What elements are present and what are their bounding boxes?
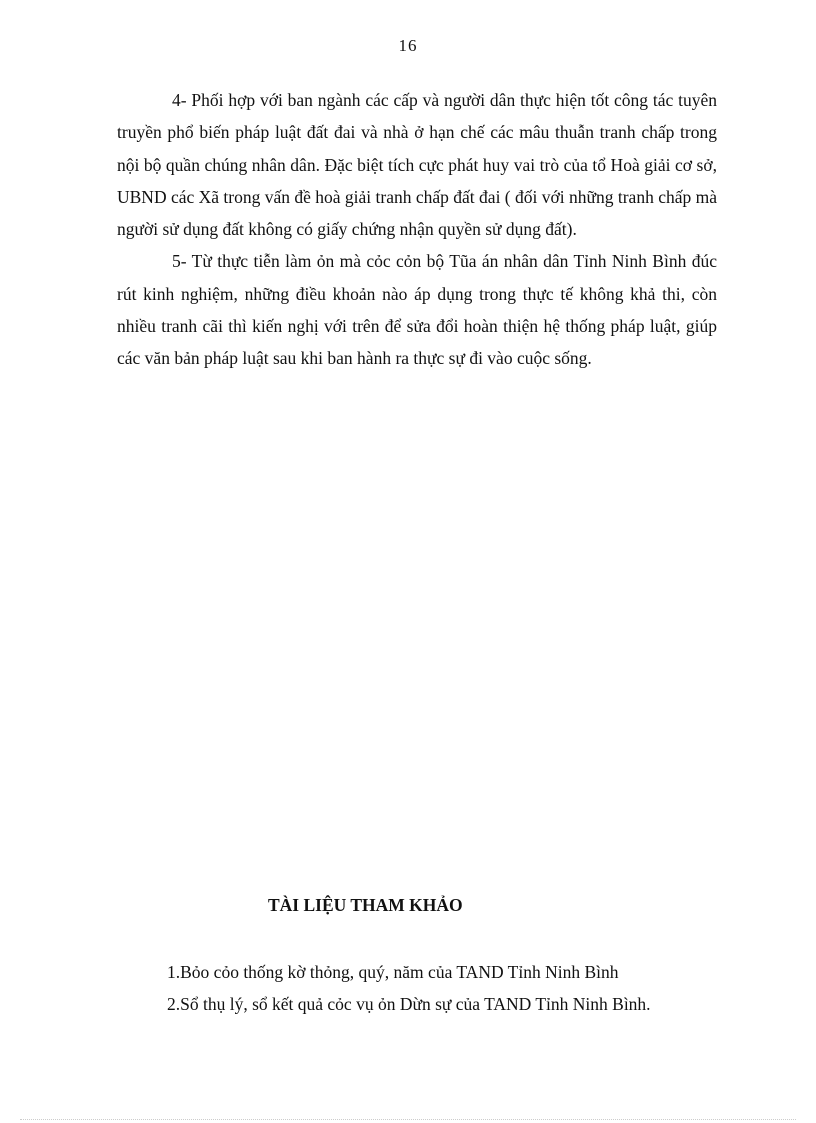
page-bottom-divider — [20, 1119, 796, 1120]
references-title: TÀI LIỆU THAM KHẢO — [268, 895, 463, 915]
reference-item-1: 1.Bỏo cỏo thống kờ thỏng, quý, năm của TAND Tỉnh Ninh Bình — [167, 962, 619, 982]
references-list — [167, 956, 651, 1020]
body-text — [117, 84, 717, 375]
reference-item-2: 2.Sổ thụ lý, sổ kết quả cỏc vụ ỏn Dừn sự của TAND Tỉnh Ninh Bình. — [167, 994, 651, 1014]
page-number: 16 — [398, 36, 418, 55]
paragraph-5: 5- Từ thực tiễn làm ỏn mà cỏc cỏn bộ Tũa án nhân dân Tỉnh Ninh Bình đúc rút kinh nghiệm, những điều khoản nào áp dụng trong thực tế không khả thi, còn nhiều tranh cãi thì kiến nghị với trên để sửa đổi hoàn thiện hệ thống pháp luật, giúp các văn bản pháp luật sau khi ban hành ra thực sự đi vào cuộc sống. — [117, 251, 717, 369]
paragraph-4: 4- Phối hợp với ban ngành các cấp và người dân thực hiện tốt công tác tuyên truyền phổ biến pháp luật đất đai và nhà ở hạn chế các mâu thuẫn tranh chấp trong nội bộ quần chúng nhân dân. Đặc biệt tích cực phát huy vai trò của tổ Hoà giải cơ sở, UBND các Xã trong vấn đề hoà giải tranh chấp đất đai ( đối với những tranh chấp mà người sử dụng đất không có giấy chứng nhận quyền sử dụng đất). — [117, 90, 717, 240]
